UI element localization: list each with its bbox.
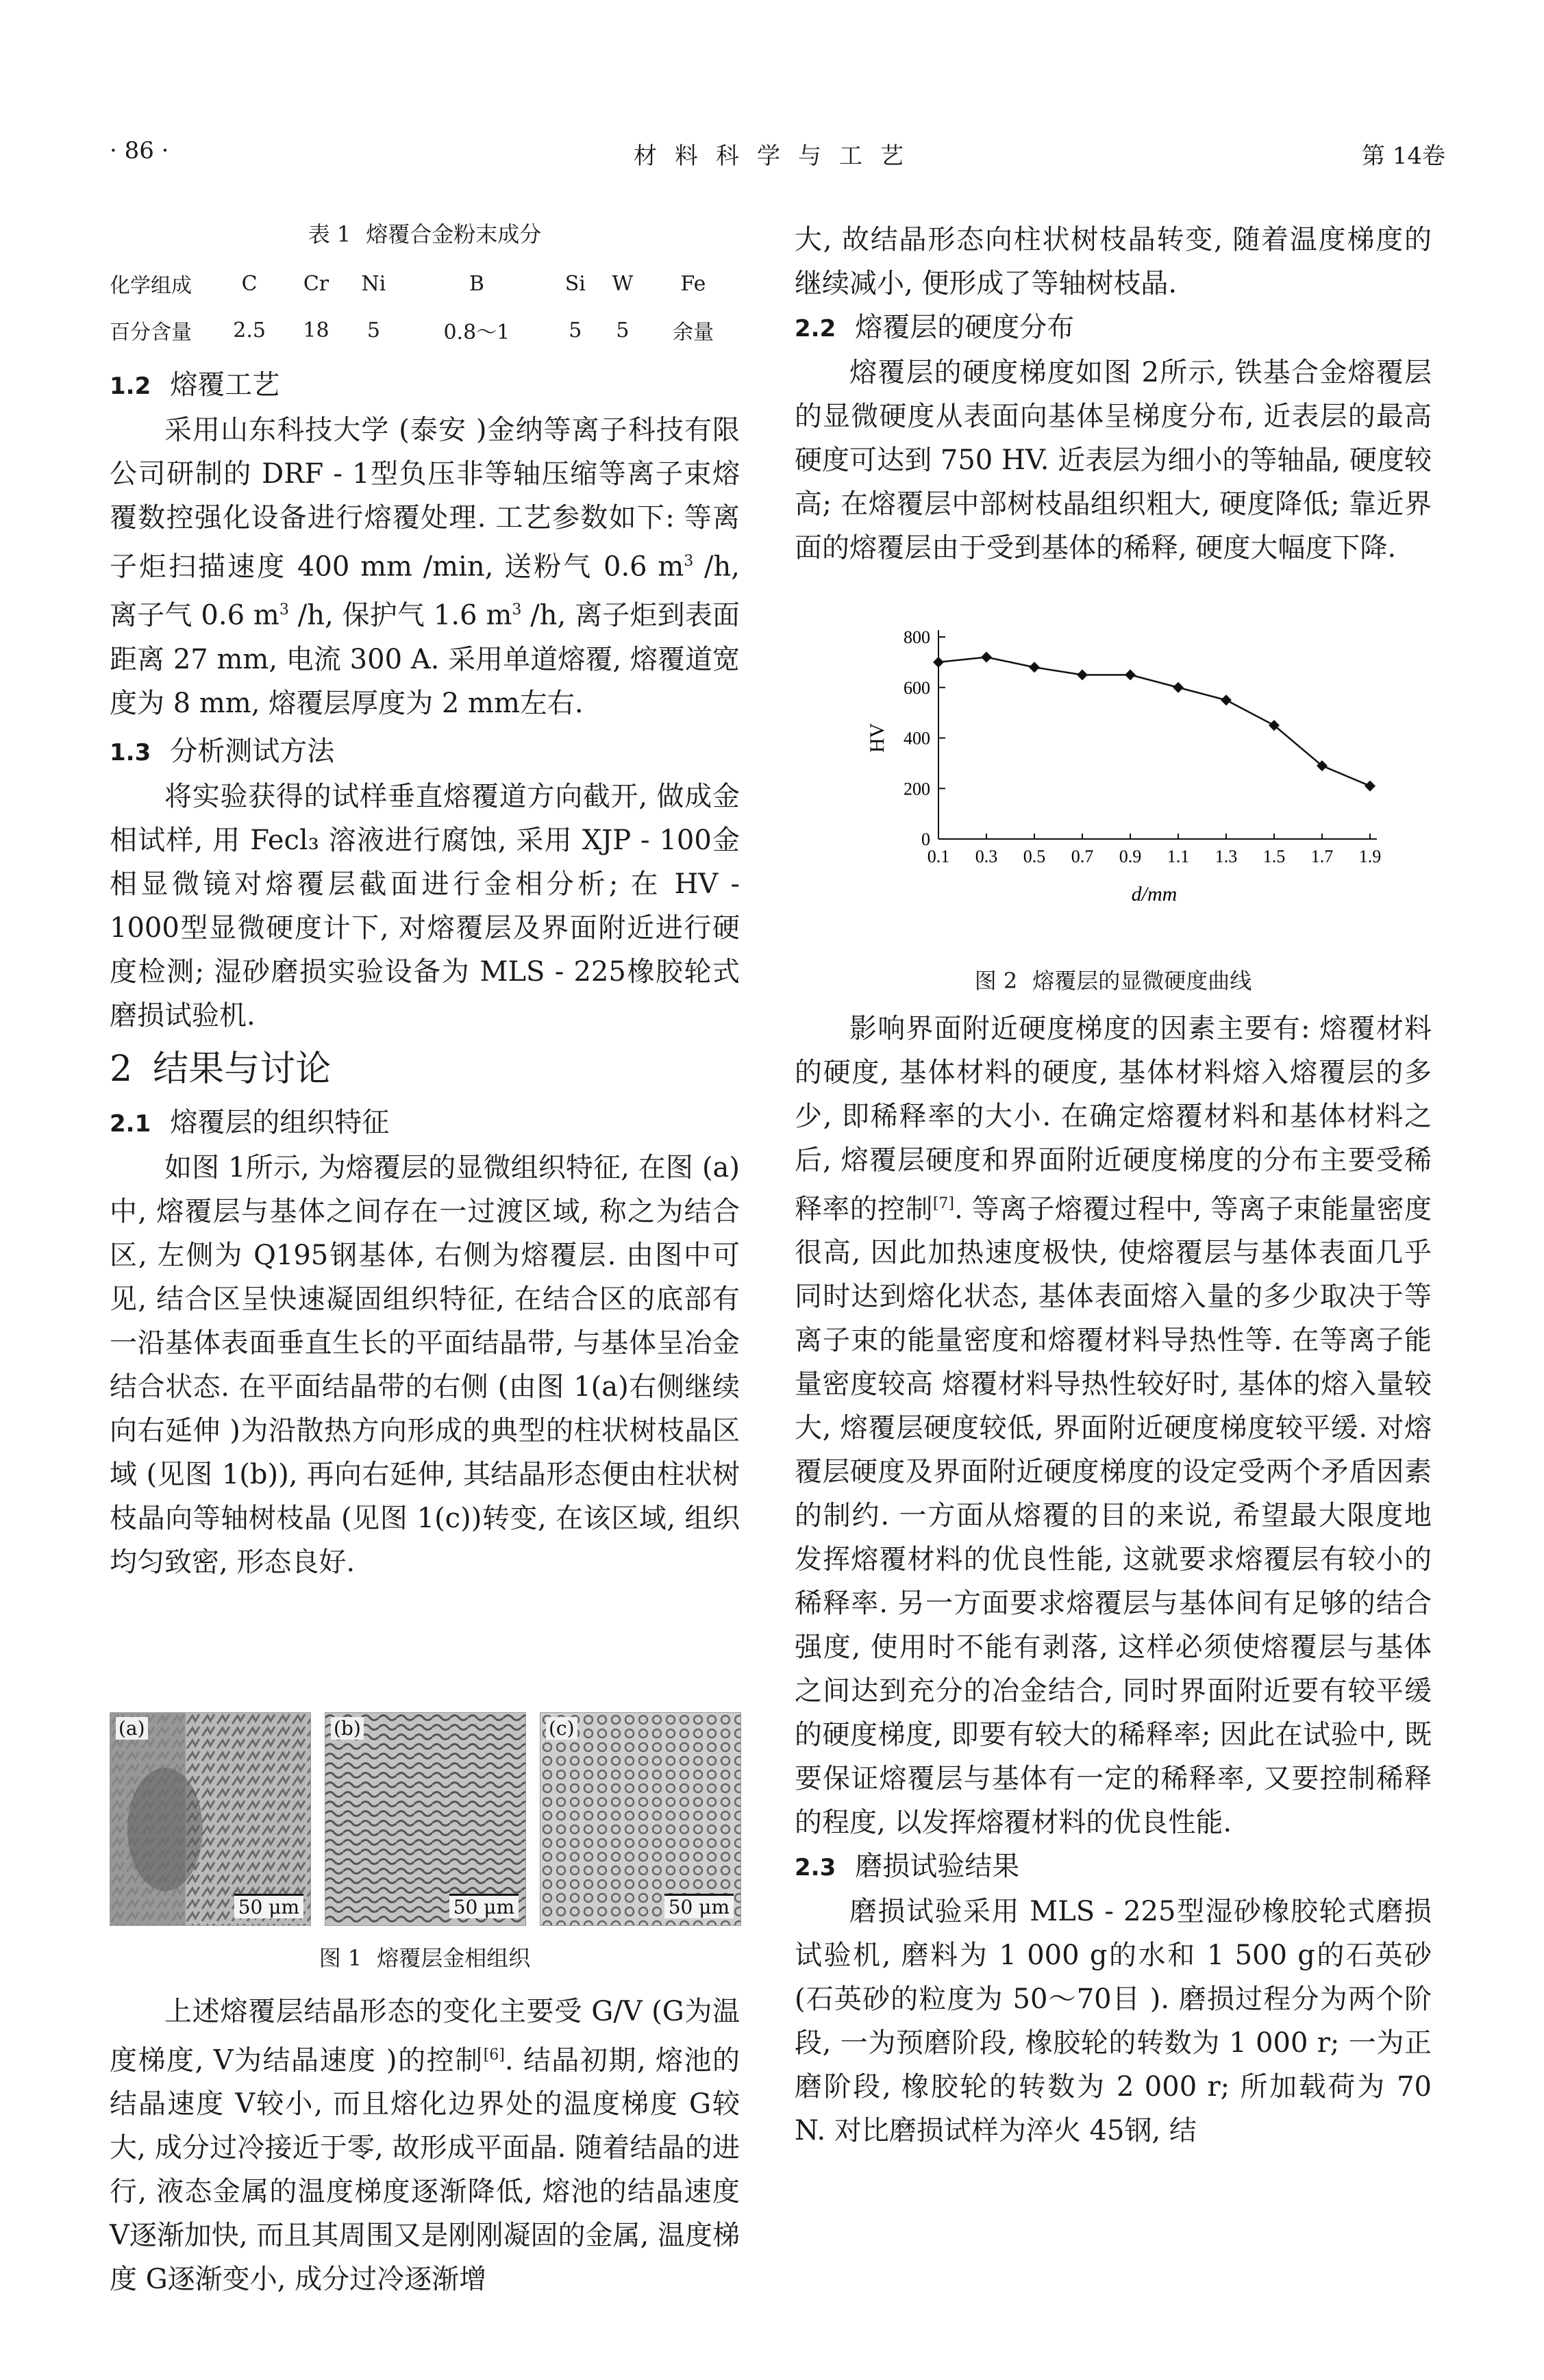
figure1-caption [110,1942,740,1975]
section-title: 结果与讨论 [153,1048,332,1090]
data-point [1077,669,1088,680]
x-tick-label: 0.5 [1023,847,1046,866]
left-text-flow [110,363,740,1584]
section-2-3-paragraph: 磨损试验采用 MLS - 225型湿砂橡胶轮式磨损试验机, 磨料为 1 000 g的水和 1 500 g的石英砂 (石英砂的粒度为 50～70目 ). 磨损过程分为两个阶段, 一为预磨阶段, 橡胶轮的转数为 1 000 r; 一为正磨阶段, 橡胶轮的转数为 2 000 r; 所加载荷为 70 N. 对比磨损试样为淬火 45钢, 结 [795,1896,1432,2147]
micrograph-panel-c [540,1712,741,1926]
section-2-1-paragraph-2 [110,1990,740,2301]
table-value-row [110,307,740,353]
table-cell: W [612,271,634,296]
section-title: 熔覆工艺 [170,369,280,401]
micrograph-panel-b [325,1712,526,1926]
continued-paragraph: 大, 故结晶形态向柱状树枝晶转变, 随着温度梯度的继续减小, 便形成了等轴树枝晶. [795,224,1432,299]
figure2-caption-text: 熔覆层的显微硬度曲线 [1032,968,1252,994]
data-point [1125,669,1136,680]
page-header [110,137,1445,178]
section-1-3-paragraph: 将实验获得的试样垂直熔覆道方向截开, 做成金相试样, 用 Fecl₃ 溶液进行腐蚀, 采用 XJP - 100金相显微镜对熔覆层截面进行金相分析; 在 HV - 1000型显微硬度计下, 对熔覆层及界面附近进行硬度检测; 湿砂磨损实验设备为 MLS - 225橡胶轮式磨损试验机. [110,780,740,1031]
journal-title: 材料科学与工艺 [634,142,921,170]
table-cell: Si [564,271,586,296]
y-tick-label: 600 [904,677,930,698]
section-number: 1.2 [110,373,151,400]
x-tick-label: 1.9 [1358,847,1382,866]
section-number: 2.1 [110,1110,151,1138]
section-2-1-paragraph: 如图 1所示, 为熔覆层的显微组织特征, 在图 (a)中, 熔覆层与基体之间存在一过渡区域, 称之为结合区, 左侧为 Q195钢基体, 右侧为熔覆层. 由图中可见, 结合区呈快速凝固组织特征, 在结合区的底部有一沿基体表面垂直生长的平面结晶带, 与基体呈冶金结合状态. 在平面结晶带的右侧 (由图 1(a)右侧继续向右延伸 )为沿散热方向形成的典型的柱状树枝晶区域 (见图 1(b)), 再向右延伸, 其结晶形态便由柱状树枝晶向等轴树枝晶 (见图 1(c))转变, 在该区域, 组织均匀致密, 形态良好. [110,1151,740,1578]
table-cell: Fe [680,271,706,296]
table-cell: 5 [616,318,630,342]
volume-label: 第 14卷 [1361,142,1445,170]
hardness-chart-svg [843,620,1391,949]
superscript: 3 [684,553,694,570]
table1-caption-text: 熔覆合金粉末成分 [366,221,542,247]
figure1-micrographs [110,1712,740,1925]
para-text: /h, 离子炬到表面距离 27 mm, 电流 300 A. 采用单道熔覆, 熔覆道宽度为 8 mm, 熔覆层厚度为 2 mm左右. [110,599,740,719]
para-text: /h, 保护气 1.6 m [288,599,512,631]
section-1-3-heading [110,729,740,775]
scale-bar: 50 μm [664,1894,734,1918]
figure1-caption-text: 熔覆层金相组织 [377,1945,531,1971]
right-text-bottom [795,1007,1432,2153]
table-cell: B [469,271,484,296]
para-text: 上述熔覆层结晶形态的变化主要受 G/V (G为温度梯度, V为结晶速度 )的控制 [110,1996,740,2077]
section-number: 2.3 [795,1854,836,1882]
x-tick-label: 1.7 [1310,847,1334,866]
micrograph-panel-a [110,1712,311,1926]
section-number: 2.2 [795,315,836,342]
panel-label: (c) [546,1717,577,1740]
table1-caption [110,218,740,251]
x-axis-label: d/mm [1131,883,1178,905]
section-2-2-heading [795,305,1432,351]
x-tick-label: 0.1 [927,847,950,866]
table-cell: 余量 [672,321,714,345]
para-text: . 结晶初期, 熔池的结晶速度 V较小, 而且熔化边界处的温度梯度 G较大, 成分过冷接近于零, 故形成平面晶. 随着结晶的进行, 液态金属的温度梯度逐渐降低, 熔池的结晶速度 V逐渐加快, 而且其周围又是刚刚凝固的金属, 温度梯度 G逐渐变小, 成分过冷逐渐增 [110,2044,740,2296]
data-point [1029,662,1040,673]
x-tick-label: 1.3 [1215,847,1238,866]
table-cell: 2.5 [233,318,266,342]
page-number: · 86 · [110,137,169,164]
section-title: 熔覆层的组织特征 [170,1106,390,1138]
table-cell: 18 [303,318,329,342]
table-cell: Cr [303,271,329,296]
table-cell: 5 [366,318,380,342]
right-text-top [795,218,1432,570]
superscript: 3 [279,601,289,619]
series-line [938,657,1370,786]
y-tick-label: 400 [904,728,930,749]
citation: [7] [932,1195,954,1212]
x-tick-label: 0.7 [1071,847,1094,866]
data-point [981,652,992,663]
figure2-caption [795,964,1432,997]
para-text: /h, 离子气 0.6 m [110,551,740,631]
x-tick-label: 0.9 [1119,847,1142,866]
y-tick-label: 0 [921,829,930,849]
superscript: 3 [512,601,522,619]
hardness-chart [843,620,1391,949]
scale-bar: 50 μm [449,1894,519,1918]
figure1-caption-label: 图 1 [319,1945,362,1971]
para-text: 采用山东科技大学 (泰安 )金纳等离子科技有限公司研制的 DRF - 1型负压非等轴压缩等离子束熔覆数控强化设备进行熔覆处理. 工艺参数如下: 等离子炬扫描速度 400 mm /min, 送粉气 0.6 m [110,414,740,583]
composition-table [110,260,740,353]
x-tick-label: 1.1 [1167,847,1190,866]
section-number: 1.3 [110,738,151,766]
x-tick-label: 1.5 [1262,847,1286,866]
section-2-2-paragraph: 熔覆层的硬度梯度如图 2所示, 铁基合金熔覆层的显微硬度从表面向基体呈梯度分布, 近表层的最高硬度可达到 750 HV. 近表层为细小的等轴晶, 硬度较高; 在熔覆层中部树枝晶组织粗大, 硬度降低; 靠近界面的熔覆层由于受到基体的稀释, 硬度大幅度下降. [795,357,1432,564]
para-text: 影响界面附近硬度梯度的因素主要有: 熔覆材料的硬度, 基体材料的硬度, 基体材料熔入熔覆层的多少, 即稀释率的大小. 在确定熔覆材料和基体材料之后, 熔覆层硬度和界面附近硬度梯度的分布主要受稀释率的控制 [795,1013,1432,1225]
y-tick-label: 800 [904,627,930,647]
table-cell: Ni [361,271,386,296]
table-cell: 5 [569,318,582,342]
y-axis-label: HV [866,723,888,753]
panel-label: (b) [331,1717,364,1740]
x-tick-label: 0.3 [975,847,998,866]
section-title: 熔覆层的硬度分布 [855,312,1075,343]
section-2-heading [110,1042,740,1097]
table-cell: 0.8～1 [443,321,510,345]
y-tick-label: 200 [904,779,930,799]
section-title: 分析测试方法 [170,735,335,767]
section-number: 2 [110,1048,133,1090]
panel-label: (a) [116,1717,148,1740]
data-point [1221,694,1232,705]
table-cell: C [241,271,258,296]
para-text: . 等离子熔覆过程中, 等离子束能量密度很高, 因此加热速度极快, 使熔覆层与基体表面几乎同时达到熔化状态, 基体表面熔入量的多少取决于等离子束的能量密度和熔覆材料导热性等. 在等离子能量密度较高 熔覆材料导热性较好时, 基体的熔入量较大, 熔覆层硬度较低, 界面附近硬度梯度较平缓. 对熔覆层硬度及界面附近硬度梯度的设定受两个矛盾因素的制约. 一方面从熔覆的目的来说, 希望最大限度地发挥熔覆材料的优良性能, 这就要求熔覆层有较小的稀释率. 另一方面要求熔覆层与基体间有足够的结合强度, 使用时不能有剥落, 这样必须使熔覆层与基体之间达到充分的冶金结合, 同时界面附近要有较平缓的硬度梯度, 即要有较大的稀释率; 因此在试验中, 既要保证熔覆层与基体有一定的稀释率, 又要控制稀释的程度, 以发挥熔覆材料的优良性能. [795,1193,1432,1839]
section-2-1-heading [110,1101,740,1146]
data-point [933,657,944,668]
table-header-row [110,260,740,307]
figure2-caption-label: 图 2 [974,968,1018,994]
table1-caption-label: 表 1 [308,221,351,247]
section-title: 磨损试验结果 [855,1851,1020,1883]
data-point [1365,781,1375,792]
citation: [6] [483,2046,505,2064]
section-1-2-heading [110,363,740,408]
scale-bar: 50 μm [234,1894,303,1918]
section-1-2-paragraph [110,408,740,725]
table-cell: 百分含量 [110,321,192,345]
data-point [1173,682,1184,693]
section-2-2-paragraph-2 [795,1007,1432,1844]
table-cell: 化学组成 [110,274,192,298]
section-2-3-heading [795,1844,1432,1890]
